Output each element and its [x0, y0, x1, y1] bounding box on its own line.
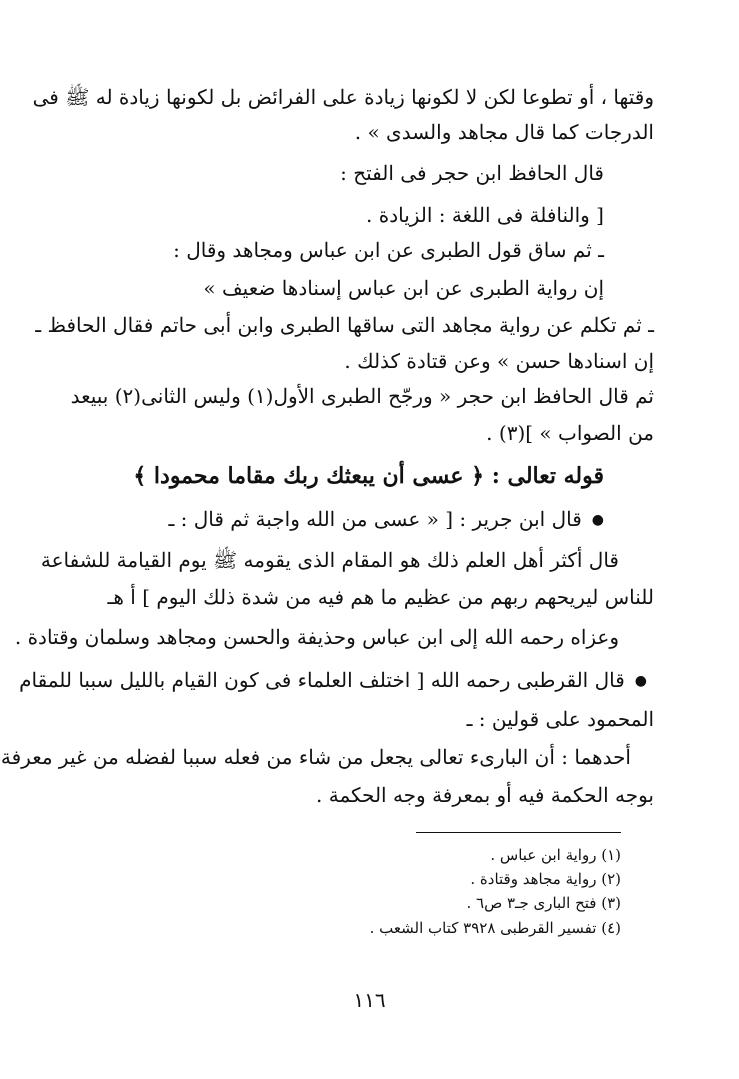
body-line-4: [ والنافلة فى اللغة : الزيادة . — [366, 203, 604, 227]
body-line-17: المحمود على قولين : ـ — [466, 707, 654, 731]
body-line-16: ● قال القرطبى رحمه الله [ اختلف العلماء فى كون القيام بالليل سببا للمقام — [85, 665, 647, 698]
footnote-divider — [416, 832, 621, 833]
verse-heading: قوله تعالى : ﴿ عسى أن يبعثك ربك مقاما محمودا ﴾ — [133, 463, 604, 489]
body-line-5: ـ ثم ساق قول الطبرى عن ابن عباس ومجاهد وقال : — [173, 238, 604, 262]
footnote-1: (١) رواية ابن عباس . — [490, 846, 621, 864]
body-line-10: من الصواب » ](٣) . — [486, 421, 654, 445]
body-line-1: وقتها ، أو تطوعا لكن لا لكونها زيادة على الفرائض بل لكونها زيادة له ﷺ فى — [32, 85, 654, 109]
body-line-3: قال الحافظ ابن حجر فى الفتح : — [340, 161, 604, 185]
body-line-7: ـ ثم تكلم عن رواية مجاهد التى ساقها الطبرى وابن أبى حاتم فقال الحافظ ـ — [35, 313, 654, 337]
body-line-2: الدرجات كما قال مجاهد والسدى » . — [354, 120, 654, 144]
body-line-8: إن اسنادها حسن » وعن قتادة كذلك . — [344, 349, 654, 373]
body-line-13: قال أكثر أهل العلم ذلك هو المقام الذى يقومه ﷺ يوم القيامة للشفاعة — [40, 548, 619, 572]
page-number: ١١٦ — [353, 988, 386, 1012]
body-line-12: ● قال ابن جرير : [ « عسى من الله واجبة ثم قال : ـ — [85, 504, 604, 537]
body-line-15: وعزاه رحمه الله إلى ابن عباس وحذيفة والحسن ومجاهد وسلمان وقتادة . — [14, 625, 619, 649]
footnote-2: (٢) رواية مجاهد وقتادة . — [470, 870, 621, 888]
body-line-18: أحدهما : أن البارىء تعالى يجعل من شاء من فعله سببا لفضله من غير معرفة — [0, 745, 631, 769]
body-line-14: للناس ليريحهم ربهم من عظيم ما هم فيه من شدة ذلك اليوم ] أ هـ — [107, 585, 654, 609]
footnote-3: (٣) فتح البارى جـ٣ ص٦ . — [466, 894, 621, 912]
body-line-6: إن رواية الطبرى عن ابن عباس إسنادها ضعيف » — [203, 276, 604, 300]
body-line-19: بوجه الحكمة فيه أو بمعرفة وجه الحكمة . — [316, 783, 654, 807]
footnote-4: (٤) تفسير القرطبى ٣٩٢٨ كتاب الشعب . — [369, 919, 621, 937]
body-line-9: ثم قال الحافظ ابن حجر « ورجّح الطبرى الأول(١) وليس الثانى(٢) ببيعد — [70, 384, 654, 408]
